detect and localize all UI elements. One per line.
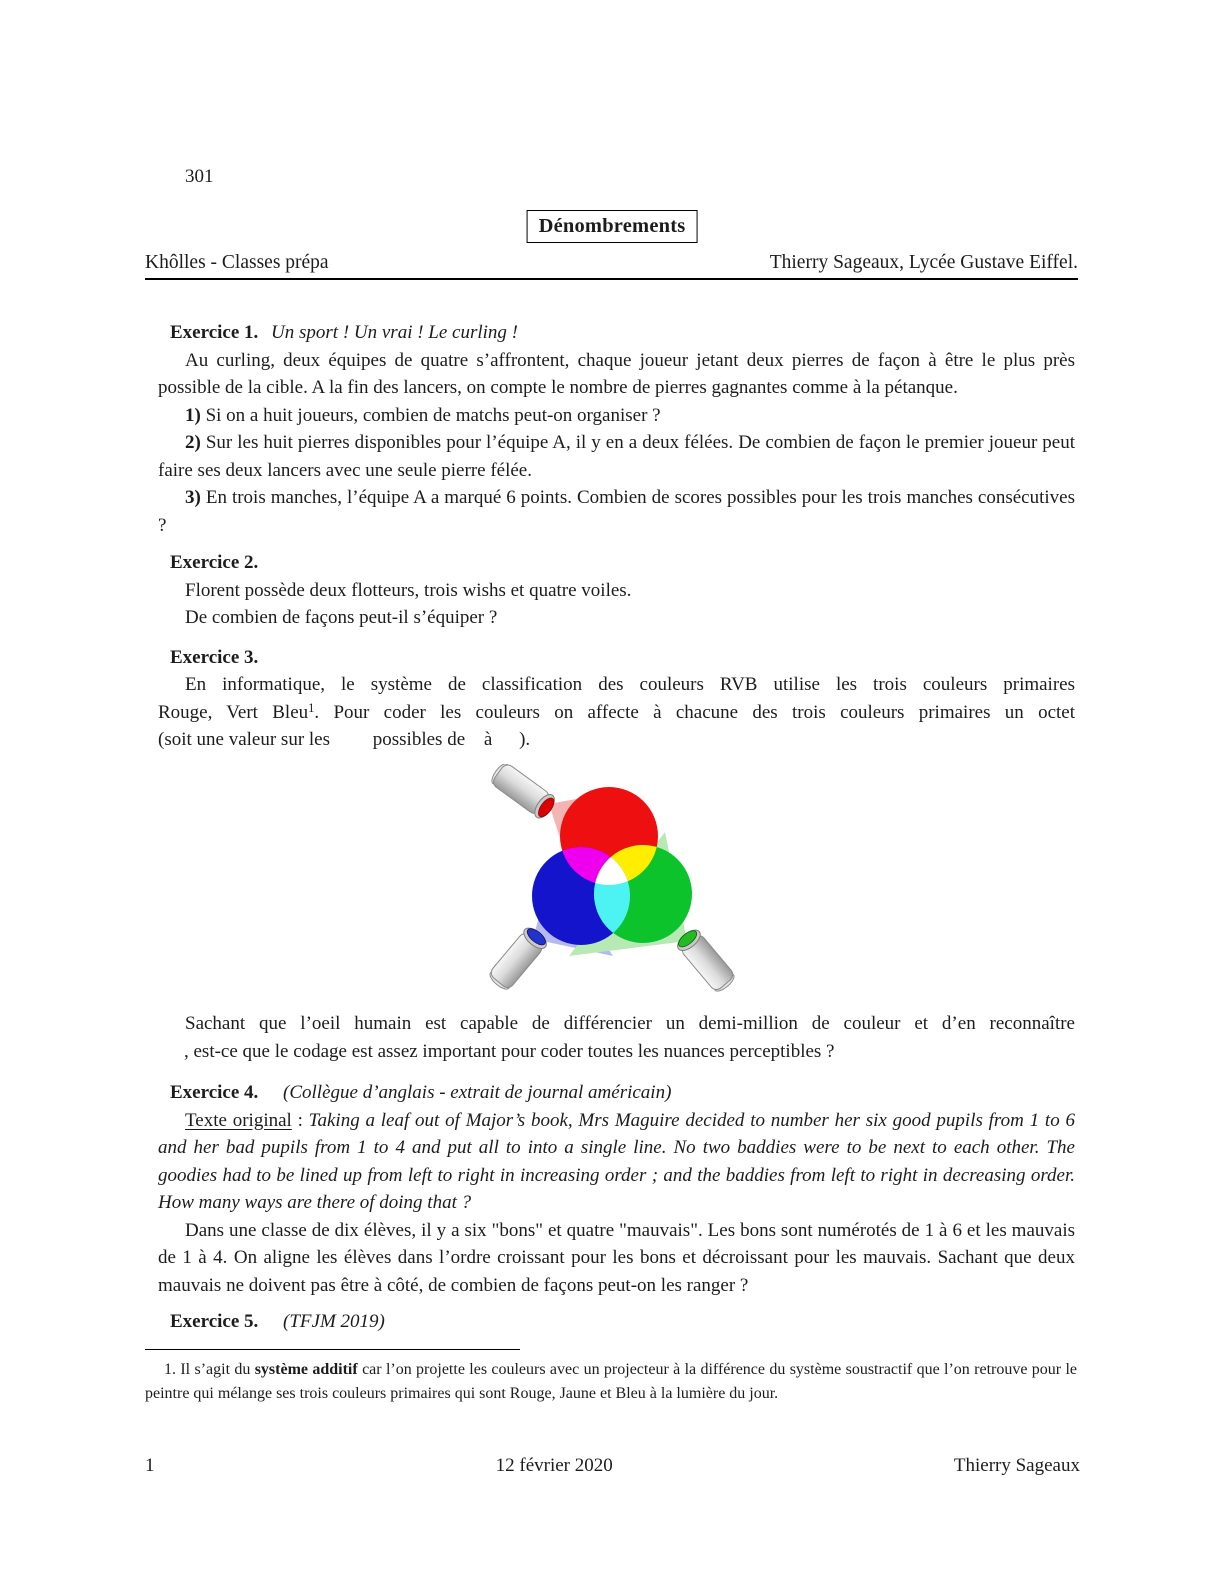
- question-line-2: [158, 1038, 1075, 1066]
- exercise-2-heading: [170, 549, 1075, 577]
- exercise-5: [158, 1308, 1075, 1336]
- exercise-2-line-2: De combien de façons peut-il s’équiper ?: [185, 607, 498, 628]
- question-line-1: Sachant que l’oeil humain est capable de différencier un demi-million de couleur et d’en reconnaître: [185, 1013, 1075, 1034]
- blank-value-gap: [492, 744, 514, 745]
- page-title: Dénombrements: [527, 210, 698, 243]
- question-text: , est-ce que le codage est assez important pour coder toutes les nuances perceptibles ?: [184, 1040, 835, 1062]
- para-text: Rouge, Vert Bleu: [158, 701, 309, 723]
- footnote-pre: 1. Il s’agit du: [164, 1361, 255, 1378]
- footer: [145, 1455, 1080, 1477]
- exercise-4-translation: Dans une classe de dix élèves, il y a six "bons" et quatre "mauvais". Les bons sont numérotés de 1 à 6 et les mauvais de 1 à 4. On aligne les élèves dans l’ordre croissant pour les bons et décroissant pour les mauvais. Sachant que deux mauvais ne doivent pas être à côté, de combien de façons peut-on les ranger ?: [158, 1219, 1075, 1296]
- para-text: ).: [519, 729, 531, 750]
- exercise-3-heading: [170, 644, 1075, 672]
- item-text: Sur les huit pierres disponibles pour l’équipe A, il y en a deux félées. De combien de façon le premier joueur peut faire ses deux lancers avec une seule pierre félée.: [158, 432, 1075, 481]
- item-number: 1): [185, 404, 201, 426]
- exercise-2-line-1: Florent possède deux flotteurs, trois wishs et quatre voiles.: [185, 579, 632, 601]
- exercise-1-subtitle: Un sport ! Un vrai ! Le curling !: [271, 322, 519, 343]
- original-text-label: Texte original: [185, 1109, 292, 1131]
- footer-page-number: 1: [145, 1455, 155, 1476]
- exercise-1-item-2: [158, 429, 1075, 484]
- exercise-1-item-1: [158, 402, 1075, 430]
- exercise-2-label: Exercice 2.: [170, 552, 259, 573]
- exercise-3: [158, 644, 1075, 1066]
- para-text: . Pour coder les couleurs on affecte à chacune des trois couleurs primaires un octet: [314, 701, 1075, 723]
- para-text: possibles de: [372, 729, 466, 750]
- exercise-3-label: Exercice 3.: [170, 646, 259, 668]
- exercise-3-para-line-3: [158, 726, 1075, 754]
- blank-value-gap: [330, 744, 368, 745]
- blank-value-gap: [158, 1056, 184, 1057]
- green-projector: [673, 926, 737, 994]
- item-text: Si on a huit joueurs, combien de matchs peut-on organiser ?: [205, 404, 661, 426]
- footnote: [145, 1349, 1077, 1406]
- item-number: 2): [185, 432, 201, 453]
- exercise-3-para-line-1: En informatique, le système de classification des couleurs RVB utilise les trois couleurs primaires: [185, 674, 1075, 695]
- red-projector: [488, 764, 558, 821]
- separator: :: [291, 1109, 309, 1131]
- footer-author: Thierry Sageaux: [953, 1455, 1080, 1476]
- exercise-3-para-line-2: [158, 699, 1075, 727]
- exercise-2: [158, 549, 1075, 632]
- exercise-4-original: [158, 1107, 1075, 1217]
- exercise-1-heading: [170, 319, 1075, 347]
- exercise-1-item-3: [158, 484, 1075, 539]
- exercise-3-question: [158, 1010, 1075, 1065]
- header-right: Thierry Sageaux, Lycée Gustave Eiffel.: [769, 252, 1078, 273]
- footnote-bold: système additif: [254, 1361, 358, 1378]
- header-left: Khôlles - Classes prépa: [145, 252, 329, 273]
- header: [145, 252, 1078, 280]
- exercise-1: [158, 319, 1075, 539]
- footnote-rule: [145, 1349, 520, 1350]
- footnote-marker: 1: [308, 700, 315, 715]
- exercise-4-heading: [170, 1079, 1075, 1107]
- exercise-5-label: Exercice 5.: [170, 1311, 259, 1332]
- exercise-5-source: (TFJM 2019): [283, 1311, 385, 1332]
- rgb-color-mixing-figure: [158, 764, 1075, 1003]
- course-number: 301: [185, 166, 214, 187]
- exercise-5-heading: [170, 1308, 1075, 1336]
- exercise-1-label: Exercice 1.: [170, 322, 259, 343]
- exercise-1-intro: Au curling, deux équipes de quatre s’affrontent, chaque joueur jetant deux pierres de façon à être le plus près possible de la cible. A la fin des lancers, on compte le nombre de pierres gagnantes comme à la pétanque.: [158, 349, 1075, 398]
- exercise-4-source: (Collègue d’anglais - extrait de journal américain): [283, 1082, 672, 1103]
- exercise-4-label: Exercice 4.: [170, 1082, 259, 1103]
- main-content: [158, 319, 1075, 1336]
- exercise-4: [158, 1079, 1075, 1299]
- item-number: 3): [185, 487, 201, 508]
- footnote-post: car l’on projette les couleurs avec un projecteur à la différence du système soustractif que l’on retrouve pour le peintre qui mélange ses trois couleurs primaires qui sont Rouge, Jaune et Bleu à la lumière du jour.: [145, 1361, 1078, 1402]
- item-text: En trois manches, l’équipe A a marqué 6 points. Combien de scores possibles pour les trois manches consécutives ?: [158, 487, 1076, 536]
- para-text: à: [483, 729, 493, 750]
- para-text: (soit une valeur sur les: [158, 729, 331, 750]
- blank-value-gap: [465, 744, 479, 745]
- blue-projector: [486, 924, 550, 993]
- footnote-text: [145, 1358, 1077, 1406]
- rgb-color-mixing-svg: [467, 764, 767, 994]
- original-english-text: Taking a leaf out of Major’s book, Mrs Maguire decided to number her six good pupils from 1 to 6 and her bad pupils from 1 to 4 and put all to into a single line. No two baddies were to be next to each other. The goodies had to be lined up from left to right in increasing order ; and the baddies from left to right in decreasing order. How many ways are there of doing that ?: [158, 1109, 1075, 1213]
- footer-date: 12 février 2020: [495, 1455, 613, 1476]
